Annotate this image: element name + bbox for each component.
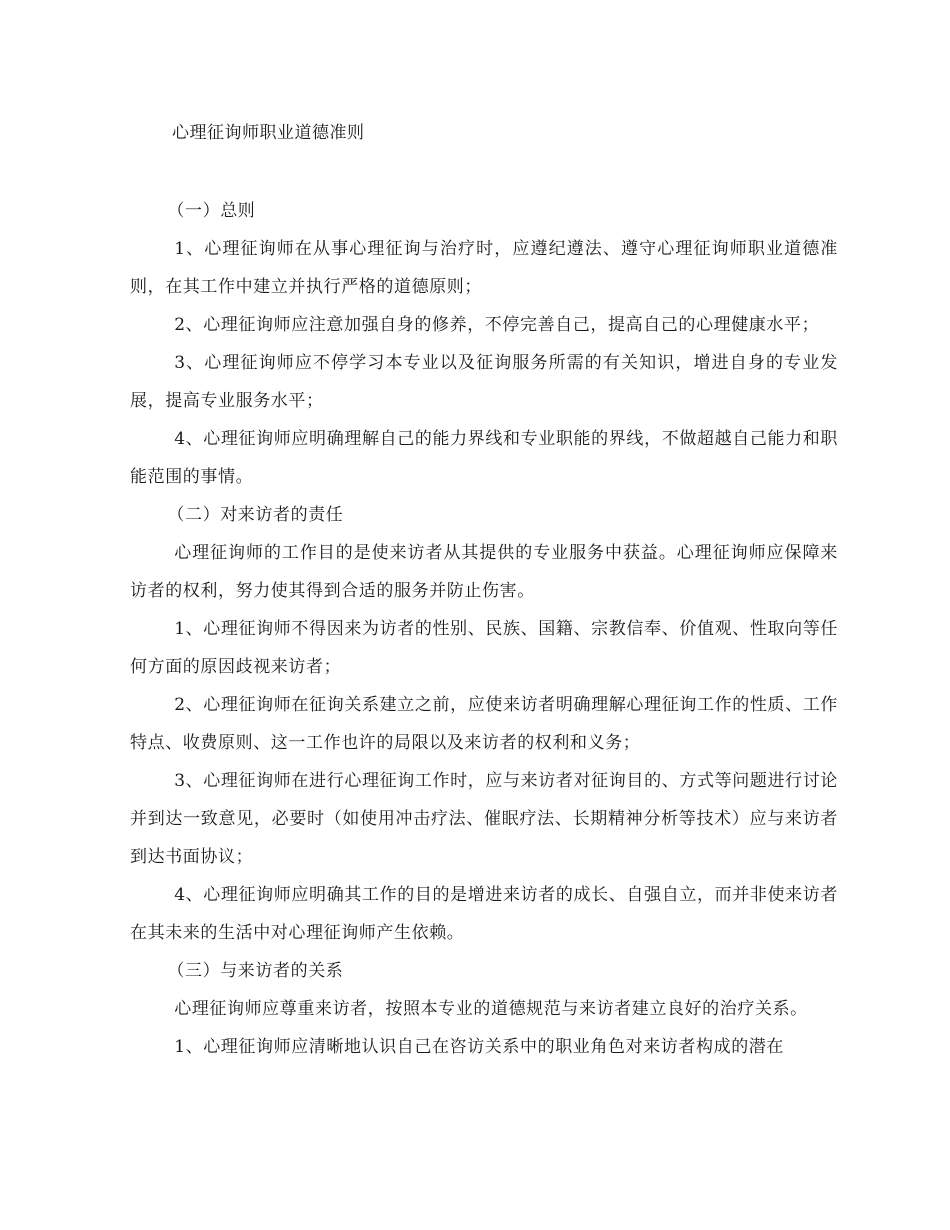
document-body <box>130 192 838 1066</box>
paragraph: 3、心理征询师应不停学习本专业以及征询服务所需的有关知识，增进自身的专业发展，提高专业服务水平； <box>130 353 838 411</box>
paragraph: 1、心理征询师不得因来为访者的性别、民族、国籍、宗教信奉、价值观、性取向等任何方面的原因歧视来访者； <box>130 619 838 677</box>
paragraph: 心理征询师的工作目的是使来访者从其提供的专业服务中获益。心理征询师应保障来访者的权利，努力使其得到合适的服务并防止伤害。 <box>130 543 838 601</box>
paragraph: 心理征询师应尊重来访者，按照本专业的道德规范与来访者建立良好的治疗关系。 <box>174 999 808 1019</box>
paragraph: 4、心理征询师应明确其工作的目的是增进来访者的成长、自强自立，而并非使来访者在其未来的生活中对心理征询师产生依赖。 <box>130 885 838 943</box>
paragraph: 3、心理征询师在进行心理征询工作时，应与来访者对征询目的、方式等问题进行讨论并到达一致意见，必要时（如使用冲击疗法、催眠疗法、长期精神分析等技术）应与来访者到达书面协议； <box>130 771 838 867</box>
paragraph: 4、心理征询师应明确理解自己的能力界线和专业职能的界线，不做超越自己能力和职能范围的事情。 <box>130 429 838 487</box>
section-heading-relationship: （三）与来访者的关系 <box>167 961 344 981</box>
paragraph: 1、心理征询师应清晰地认识自己在咨访关系中的职业角色对来访者构成的潜在 <box>174 1037 785 1057</box>
section-heading-general: （一）总则 <box>167 201 256 221</box>
paragraph: 2、心理征询师应注意加强自身的修养，不停完善自己，提高自己的心理健康水平； <box>174 315 820 335</box>
section-heading-responsibility: （二）对来访者的责任 <box>167 505 344 525</box>
document-title: 心理征询师职业道德准则 <box>172 123 365 143</box>
paragraph: 1、心理征询师在从事心理征询与治疗时，应遵纪遵法、遵守心理征询师职业道德准则，在其工作中建立并执行严格的道德原则； <box>130 239 838 297</box>
paragraph: 2、心理征询师在征询关系建立之前，应使来访者明确理解心理征询工作的性质、工作特点、收费原则、这一工作也许的局限以及来访者的权利和义务； <box>130 695 838 753</box>
